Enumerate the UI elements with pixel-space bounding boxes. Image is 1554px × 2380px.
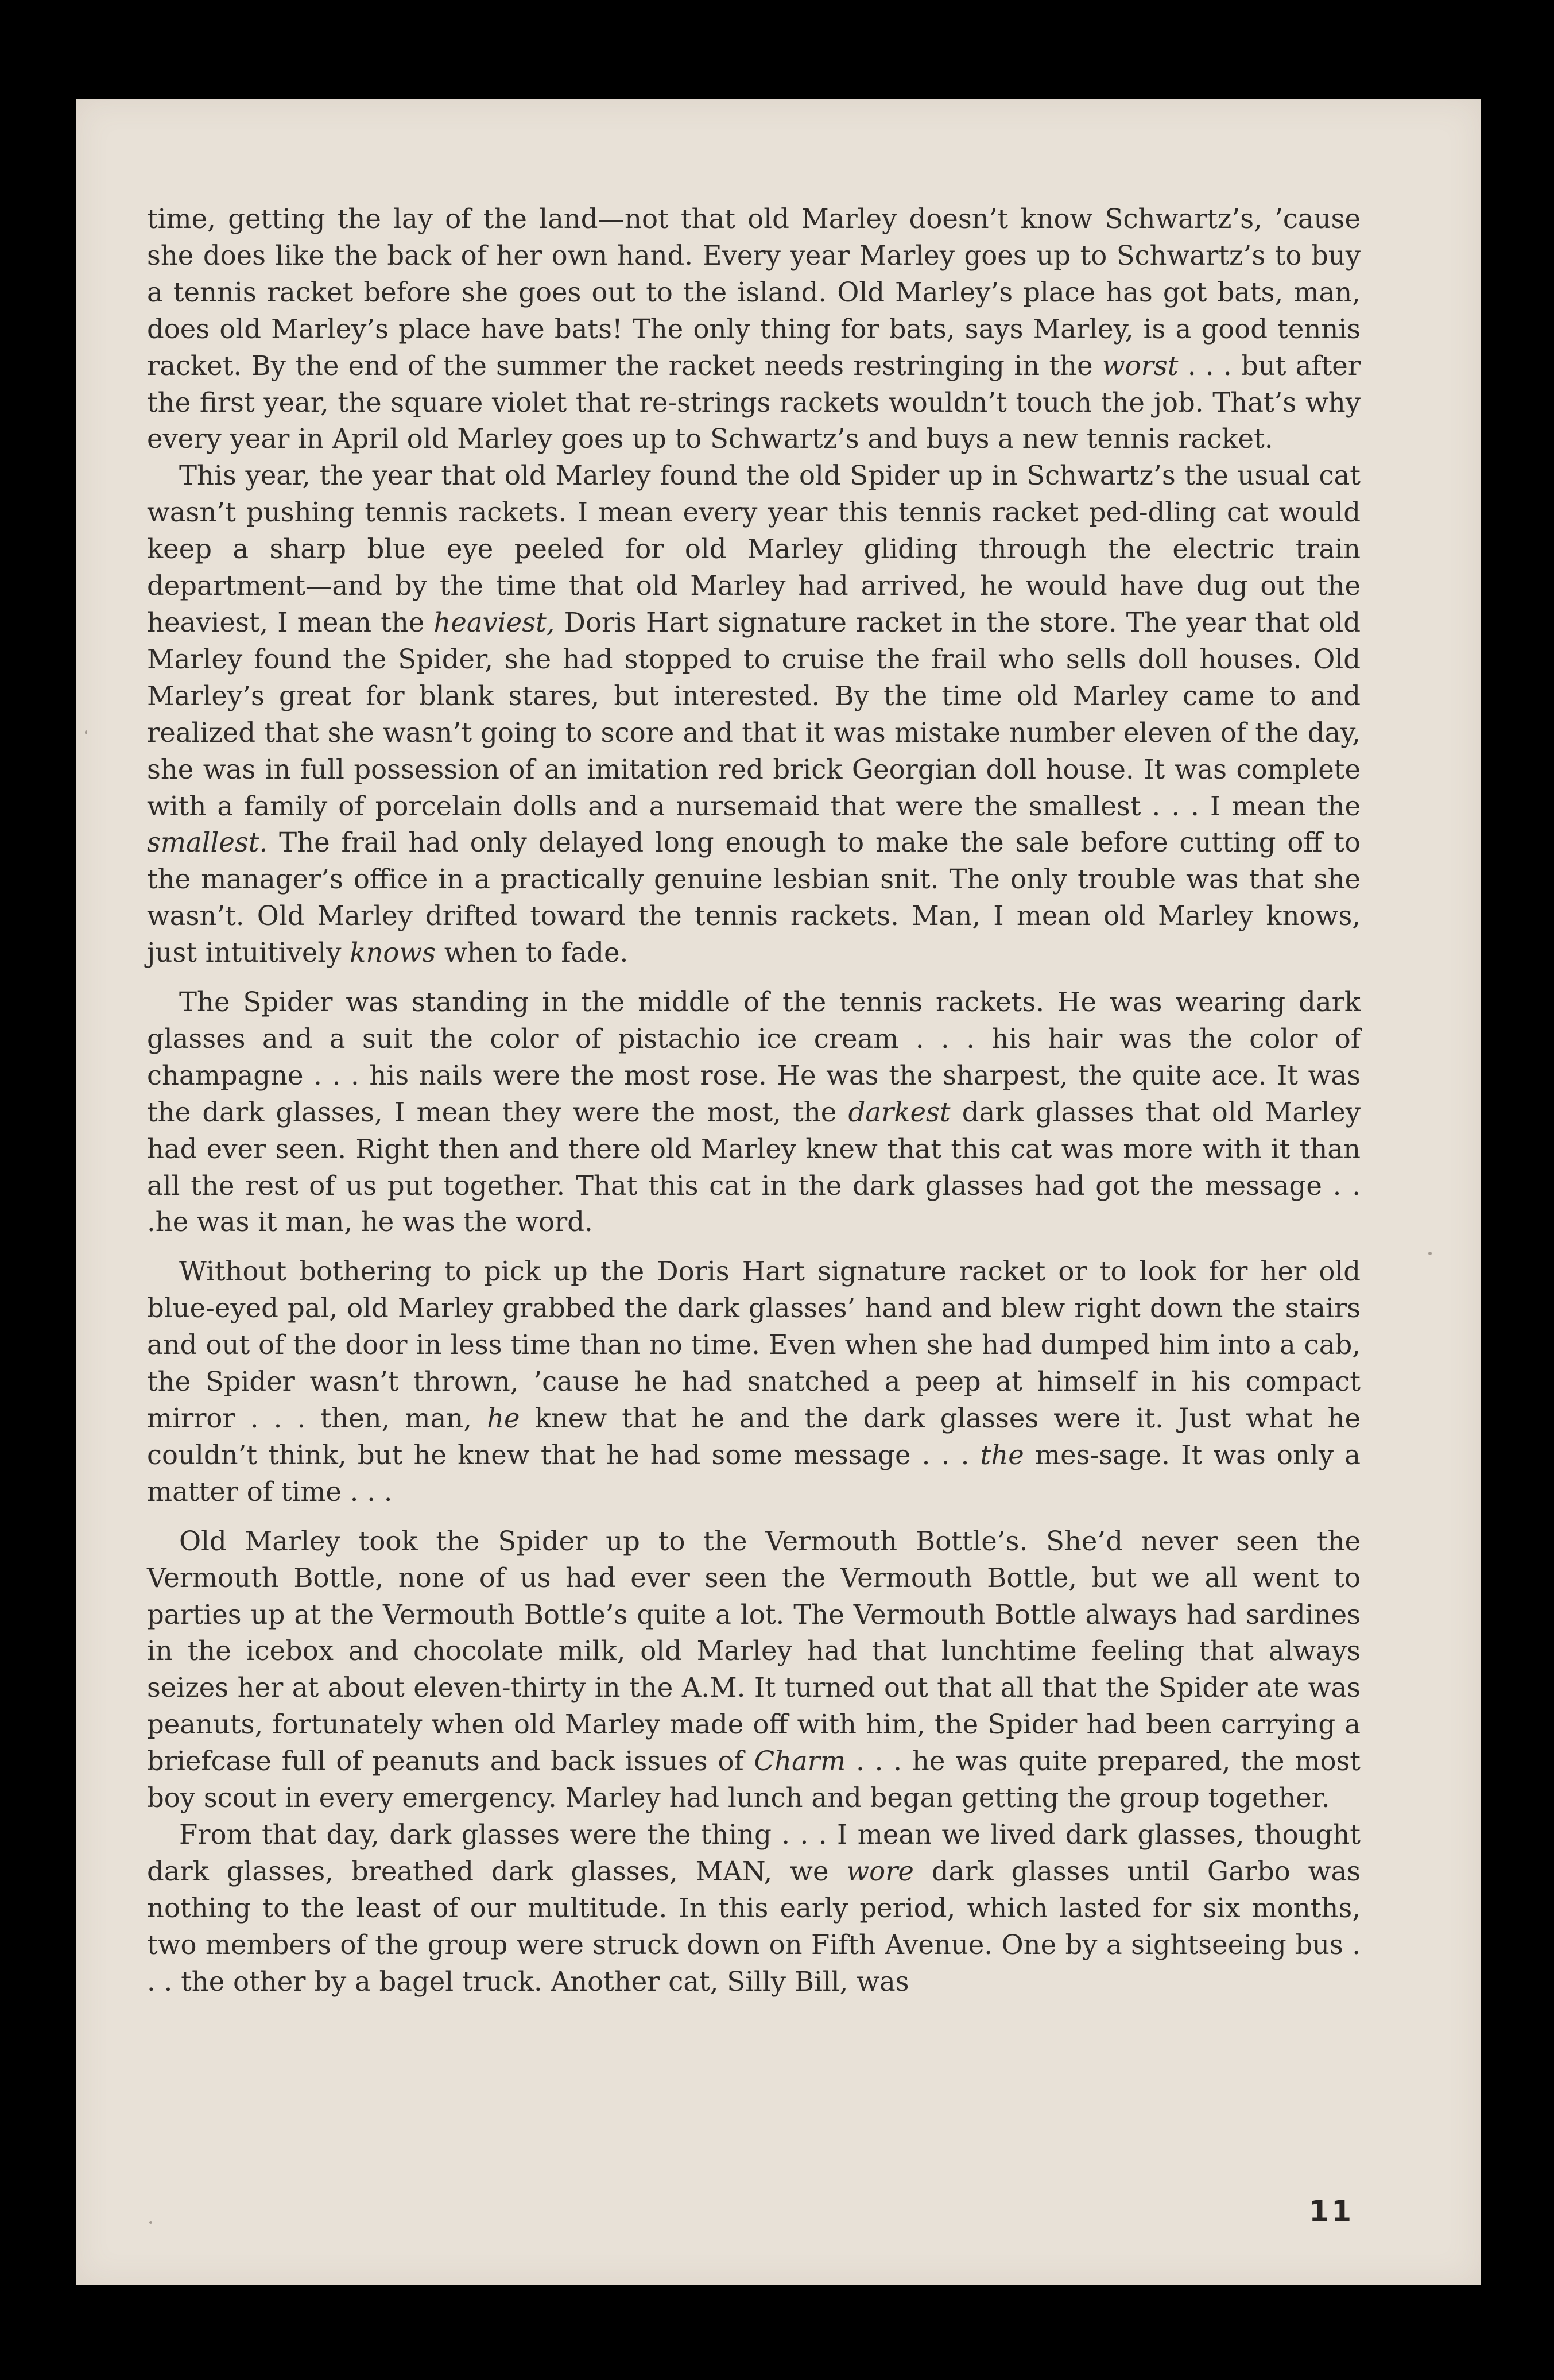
- italic-text: worst: [1102, 350, 1179, 381]
- italic-text: knows: [350, 937, 436, 969]
- italic-text: smallest.: [147, 827, 268, 858]
- paper-speck: [1428, 1252, 1432, 1255]
- italic-text: he: [487, 1403, 520, 1434]
- italic-text: heaviest,: [433, 606, 555, 638]
- paper-speck: [149, 2221, 152, 2224]
- text-run: knew that he and the dark glasses were it. Just what he couldn’t think, but he knew that he had some message . . .: [147, 1403, 1361, 1470]
- text-run: Old Marley took the Spider up to the Vermouth Bottle’s. She’d never seen the Vermouth Bottle, none of us had ever seen the Vermouth Bottle, but we all went to parties up at the Vermouth Bottle’s quite a lot. The Vermouth Bottle always had sardines in the icebox and chocolate milk, old Marley had that lunchtime feeling that always seizes her at about eleven-thirty in the: [147, 1525, 1361, 1704]
- paragraph: [147, 1817, 1361, 2000]
- italic-text: Charm: [754, 1746, 846, 1777]
- text-run: dark glasses until Garbo was nothing to the least of our multitude. In this early period, which lasted for six months, two members of the group were struck down on Fifth Avenue. One by a sightseeing bus . . . the other by a bagel truck. Another cat, Silly Bill, was: [147, 1855, 1361, 1997]
- italic-text: the: [980, 1439, 1024, 1470]
- text-run: The Spider was standing in the middle of the tennis rackets. He was wearing dark glasses and a suit the color of pistachio ice cream . . . his hair was the color of champagne . . . his nails were the most rose. He was the sharpest, the quite ace. It was the dark glasses, I mean they were the most, the: [147, 986, 1361, 1128]
- text-run: dark glasses that old Marley had ever seen. Right then and there old Marley knew that this cat was more with it than all the rest of us put together. That this cat in the dark glasses had got the message . . .he was it man, he was the word.: [147, 1096, 1361, 1238]
- small-caps-text: A.M.: [681, 1672, 746, 1704]
- text-run: It turned out that all that the Spider ate was peanuts, fortunately when old Marley made off with him, the Spider had been carrying a briefcase full of peanuts and back issues of: [147, 1672, 1361, 1777]
- italic-text: wore: [846, 1855, 914, 1887]
- text-run: The frail had only delayed long enough to make the sale before cutting off to the manager’s office in a practically genuine lesbian snit. The only trouble was that she wasn’t. Old Marley drifted toward the tennis rackets. Man, I mean old Marley knows, just intuitively: [147, 827, 1361, 969]
- text-run: mes-sage. It was only a matter of time . . .: [147, 1439, 1361, 1507]
- text-run: . . . he was quite prepared, the most boy scout in every emergency. Marley had lunch and began getting the group together.: [147, 1746, 1361, 1814]
- body-text: [147, 201, 1361, 2000]
- paragraph: [147, 984, 1361, 1241]
- paragraph: [147, 458, 1361, 972]
- text-run: . . . but after the first year, the square violet that re-strings rackets wouldn’t touch the job. That’s why every year in April old Marley goes up to Schwartz’s and buys a new tennis racket.: [147, 350, 1361, 455]
- text-run: Doris Hart signature racket in the store. The year that old Marley found the Spider, she had stopped to cruise the frail who sells doll houses. Old Marley’s great for blank stares, but interested. By the time old Marley came to and realized that she wasn’t going to score and that it was mistake number eleven of the day, she was in full possession of an imitation red brick Georgian doll house. It was complete with a family of porcelain dolls and a nursemaid that were the smallest . . . I mean the: [147, 606, 1361, 822]
- book-page: [76, 99, 1481, 2285]
- paper-speck: [85, 730, 87, 734]
- text-run: when to fade.: [436, 937, 629, 969]
- paragraph: [147, 1523, 1361, 1817]
- text-run: time, getting the lay of the land—not that old Marley doesn’t know Schwartz’s, ’cause she does like the back of her own hand. Every year Marley goes up to Schwartz’s to buy a tennis racket before she goes out to the island. Old Marley’s place has got bats, man, does old Marley’s place have bats! The only thing for bats, says Marley, is a good tennis racket. By the end of the summer the racket needs restringing in the: [147, 203, 1361, 381]
- text-run: From that day, dark glasses were the thing . . . I mean we lived dark glasses, thought dark glasses, breathed dark glasses, MAN, we: [147, 1818, 1361, 1887]
- paragraph: [147, 1253, 1361, 1510]
- text-run: This year, the year that old Marley found the old Spider up in Schwartz’s the usual cat wasn’t pushing tennis rackets. I mean every year this tennis racket ped-dling cat would keep a sharp blue eye peeled for old Marley gliding through the electric train department—and by the time that old Marley had arrived, he would have dug out the heaviest, I mean the: [147, 460, 1361, 638]
- page-number: 11: [1309, 2195, 1354, 2228]
- italic-text: darkest: [848, 1096, 951, 1128]
- paragraph: [147, 201, 1361, 458]
- text-run: Without bothering to pick up the Doris Hart signature racket or to look for her old blue-eyed pal, old Marley grabbed the dark glasses’ hand and blew right down the stairs and out of the door in less time than no time. Even when she had dumped him into a cab, the Spider wasn’t thrown, ’cause he had snatched a peep at himself in his compact mirror . . . then, man,: [147, 1256, 1361, 1434]
